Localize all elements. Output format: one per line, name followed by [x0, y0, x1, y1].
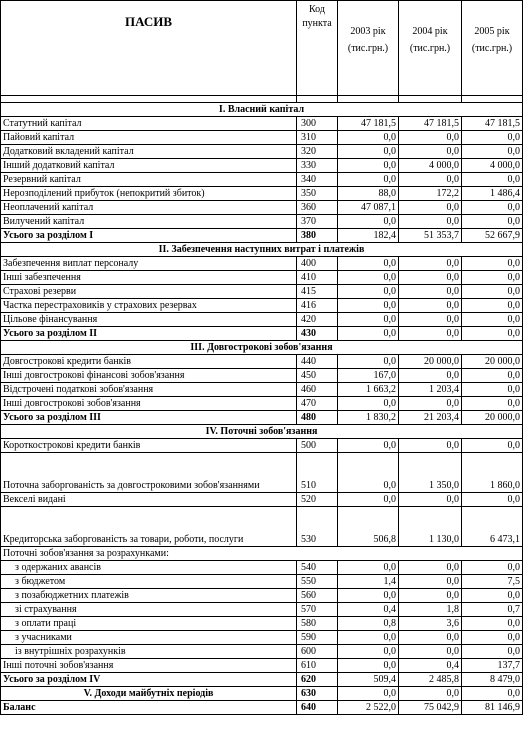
table-row	[1, 369, 523, 383]
value-2003: 0,0	[338, 659, 399, 673]
row-code: 590	[297, 631, 338, 645]
value-2005: 0,0	[462, 631, 523, 645]
value-2003: 0,0	[338, 439, 399, 453]
table-row	[1, 173, 523, 187]
value-2003: 0,0	[338, 173, 399, 187]
row-label: Резервний капітал	[1, 173, 297, 187]
row-label: Страхові резерви	[1, 285, 297, 299]
value-2003: 0,0	[338, 561, 399, 575]
code-header: Код пункта	[297, 1, 338, 96]
value-2005: 7,5	[462, 575, 523, 589]
row-code: 380	[297, 229, 338, 243]
row-label: Довгострокові кредити банків	[1, 355, 297, 369]
row-label: Інші довгострокові фінансові зобов'язання	[1, 369, 297, 383]
value-2003: 0,0	[338, 299, 399, 313]
row-code: 360	[297, 201, 338, 215]
row-label: Нерозподілений прибуток (непокритий збиток)	[1, 187, 297, 201]
value-2005: 0,7	[462, 603, 523, 617]
row-code: 330	[297, 159, 338, 173]
value-2005: 1 860,0	[462, 453, 523, 493]
row-code: 600	[297, 645, 338, 659]
value-2003: 0,0	[338, 397, 399, 411]
table-row	[1, 145, 523, 159]
total-row	[1, 229, 523, 243]
value-2003: 0,0	[338, 631, 399, 645]
row-code: 300	[297, 117, 338, 131]
value-2005: 0,0	[462, 285, 523, 299]
table-row	[1, 507, 523, 547]
row-label: Частка перестраховиків у страхових резервах	[1, 299, 297, 313]
subgroup-label-row	[1, 547, 523, 561]
table-title: ПАСИВ	[1, 1, 297, 96]
value-2005: 0,0	[462, 561, 523, 575]
row-label: Вилучений капітал	[1, 215, 297, 229]
row-code: 370	[297, 215, 338, 229]
value-2004: 0,0	[399, 131, 462, 145]
value-2004: 0,0	[399, 313, 462, 327]
table-row	[1, 187, 523, 201]
row-label: із внутрішніх розрахунків	[1, 645, 297, 659]
spacer-row	[1, 96, 523, 103]
value-2005: 8 479,0	[462, 673, 523, 687]
row-code: 470	[297, 397, 338, 411]
value-2004: 21 203,4	[399, 411, 462, 425]
header-row	[1, 1, 523, 96]
row-code: 640	[297, 701, 338, 715]
row-code: 410	[297, 271, 338, 285]
row-label: Поточні зобов'язання за розрахунками:	[1, 547, 523, 561]
value-2003: 0,0	[338, 285, 399, 299]
row-code: 420	[297, 313, 338, 327]
table-row	[1, 397, 523, 411]
value-2003: 0,4	[338, 603, 399, 617]
value-2005: 0,0	[462, 257, 523, 271]
year-header-2004: 2004 рік (тис.грн.)	[399, 1, 462, 96]
value-2003: 47 087,1	[338, 201, 399, 215]
value-2003: 506,8	[338, 507, 399, 547]
value-2004: 0,0	[399, 397, 462, 411]
table-row	[1, 687, 523, 701]
value-2004: 0,0	[399, 645, 462, 659]
value-2003: 0,0	[338, 453, 399, 493]
table-row	[1, 383, 523, 397]
row-code: 520	[297, 493, 338, 507]
row-label: Векселі видані	[1, 493, 297, 507]
section-title: ІІІ. Довгострокові зобов'язання	[1, 341, 523, 355]
row-code: 550	[297, 575, 338, 589]
section-title: IV. Поточні зобов'язання	[1, 425, 523, 439]
value-2005: 137,7	[462, 659, 523, 673]
value-2004: 0,0	[399, 369, 462, 383]
row-label: Кредиторська заборгованість за товари, роботи, послуги	[1, 507, 297, 547]
value-2004: 0,0	[399, 285, 462, 299]
row-label: Забезпечення виплат персоналу	[1, 257, 297, 271]
row-label: Усього за розділом І	[1, 229, 297, 243]
row-label: Поточна заборгованість за довгостроковими зобов'язаннями	[1, 453, 297, 493]
table-row	[1, 561, 523, 575]
value-2005: 0,0	[462, 589, 523, 603]
value-2004: 0,0	[399, 201, 462, 215]
value-2003: 0,8	[338, 617, 399, 631]
row-code: 350	[297, 187, 338, 201]
year-header-2005: 2005 рік (тис.грн.)	[462, 1, 523, 96]
table-row	[1, 645, 523, 659]
value-2003: 0,0	[338, 257, 399, 271]
row-label: Інші забезпечення	[1, 271, 297, 285]
value-2004: 0,0	[399, 173, 462, 187]
row-label: Короткострокові кредити банків	[1, 439, 297, 453]
row-code: 415	[297, 285, 338, 299]
table-row	[1, 355, 523, 369]
value-2004: 0,4	[399, 659, 462, 673]
value-2004: 0,0	[399, 215, 462, 229]
value-2004: 0,0	[399, 145, 462, 159]
row-label: Пайовий капітал	[1, 131, 297, 145]
table-row	[1, 631, 523, 645]
table-row	[1, 313, 523, 327]
value-2005: 0,0	[462, 173, 523, 187]
value-2005: 47 181,5	[462, 117, 523, 131]
value-2004: 1 130,0	[399, 507, 462, 547]
table-row	[1, 439, 523, 453]
value-2003: 182,4	[338, 229, 399, 243]
value-2005: 1 486,4	[462, 187, 523, 201]
value-2003: 0,0	[338, 493, 399, 507]
value-2005: 20 000,0	[462, 355, 523, 369]
row-code: 310	[297, 131, 338, 145]
total-row	[1, 673, 523, 687]
row-code: 460	[297, 383, 338, 397]
row-label: з бюджетом	[1, 575, 297, 589]
value-2005: 0,0	[462, 617, 523, 631]
value-2004: 0,0	[399, 439, 462, 453]
value-2005: 81 146,9	[462, 701, 523, 715]
row-label: Інший додатковий капітал	[1, 159, 297, 173]
value-2003: 0,0	[338, 313, 399, 327]
value-2005: 0,0	[462, 397, 523, 411]
value-2005: 52 667,9	[462, 229, 523, 243]
table-row	[1, 453, 523, 493]
row-label: Усього за розділом ІІІ	[1, 411, 297, 425]
value-2004: 51 353,7	[399, 229, 462, 243]
value-2004: 172,2	[399, 187, 462, 201]
value-2003: 1 663,2	[338, 383, 399, 397]
row-label: Усього за розділом IV	[1, 673, 297, 687]
value-2003: 88,0	[338, 187, 399, 201]
row-code: 500	[297, 439, 338, 453]
value-2003: 1 830,2	[338, 411, 399, 425]
value-2003: 509,4	[338, 673, 399, 687]
value-2003: 47 181,5	[338, 117, 399, 131]
row-code: 630	[297, 687, 338, 701]
value-2005: 0,0	[462, 645, 523, 659]
value-2005: 0,0	[462, 299, 523, 313]
table-row	[1, 215, 523, 229]
row-code: 530	[297, 507, 338, 547]
row-code: 430	[297, 327, 338, 341]
table-row	[1, 131, 523, 145]
table-row	[1, 299, 523, 313]
value-2004: 0,0	[399, 271, 462, 285]
value-2005: 4 000,0	[462, 159, 523, 173]
table-row	[1, 659, 523, 673]
table-row	[1, 575, 523, 589]
value-2003: 0,0	[338, 271, 399, 285]
value-2004: 75 042,9	[399, 701, 462, 715]
section-header	[1, 243, 523, 257]
value-2004: 1 350,0	[399, 453, 462, 493]
row-code: 580	[297, 617, 338, 631]
row-label: з позабюджетних платежів	[1, 589, 297, 603]
value-2004: 1 203,4	[399, 383, 462, 397]
value-2005: 0,0	[462, 201, 523, 215]
row-label: з одержаних авансів	[1, 561, 297, 575]
row-label: Статутний капітал	[1, 117, 297, 131]
row-label: з оплати праці	[1, 617, 297, 631]
row-code: 320	[297, 145, 338, 159]
row-code: 400	[297, 257, 338, 271]
table-row	[1, 117, 523, 131]
value-2005: 0,0	[462, 493, 523, 507]
row-code: 560	[297, 589, 338, 603]
value-2004: 3,6	[399, 617, 462, 631]
section-header	[1, 103, 523, 117]
section-header	[1, 341, 523, 355]
total-row	[1, 327, 523, 341]
table-row	[1, 589, 523, 603]
value-2004: 0,0	[399, 493, 462, 507]
value-2005: 0,0	[462, 271, 523, 285]
value-2003: 0,0	[338, 687, 399, 701]
value-2005: 0,0	[462, 131, 523, 145]
total-row	[1, 701, 523, 715]
value-2005: 0,0	[462, 369, 523, 383]
value-2005: 0,0	[462, 383, 523, 397]
row-label: Неоплачений капітал	[1, 201, 297, 215]
row-label: Баланс	[1, 701, 297, 715]
value-2004: 0,0	[399, 589, 462, 603]
table-row	[1, 493, 523, 507]
value-2004: 0,0	[399, 575, 462, 589]
table-row	[1, 271, 523, 285]
row-label: Інші довгострокові зобов'язання	[1, 397, 297, 411]
value-2005: 0,0	[462, 145, 523, 159]
value-2003: 2 522,0	[338, 701, 399, 715]
row-label: Цільове фінансування	[1, 313, 297, 327]
row-code: 416	[297, 299, 338, 313]
section-header	[1, 425, 523, 439]
table-row	[1, 201, 523, 215]
value-2003: 167,0	[338, 369, 399, 383]
row-code: 610	[297, 659, 338, 673]
year-header-2003: 2003 рік (тис.грн.)	[338, 1, 399, 96]
value-2005: 0,0	[462, 687, 523, 701]
row-label: Відстрочені податкові зобов'язання	[1, 383, 297, 397]
row-code: 540	[297, 561, 338, 575]
row-code: 340	[297, 173, 338, 187]
total-row	[1, 411, 523, 425]
row-code: 450	[297, 369, 338, 383]
value-2004: 2 485,8	[399, 673, 462, 687]
row-label: Усього за розділом ІІ	[1, 327, 297, 341]
table-row	[1, 257, 523, 271]
value-2005: 0,0	[462, 215, 523, 229]
row-label: Додатковий вкладений капітал	[1, 145, 297, 159]
table-row	[1, 285, 523, 299]
table-row	[1, 603, 523, 617]
row-label: зі страхування	[1, 603, 297, 617]
value-2004: 0,0	[399, 561, 462, 575]
section-title: ІІ. Забезпечення наступних витрат і платежів	[1, 243, 523, 257]
value-2004: 0,0	[399, 299, 462, 313]
row-code: 510	[297, 453, 338, 493]
value-2005: 6 473,1	[462, 507, 523, 547]
value-2005: 0,0	[462, 327, 523, 341]
value-2004: 1,8	[399, 603, 462, 617]
row-code: 440	[297, 355, 338, 369]
value-2003: 1,4	[338, 575, 399, 589]
row-label: Інші поточні зобов'язання	[1, 659, 297, 673]
value-2004: 0,0	[399, 327, 462, 341]
value-2004: 4 000,0	[399, 159, 462, 173]
value-2003: 0,0	[338, 589, 399, 603]
value-2004: 0,0	[399, 257, 462, 271]
row-label: V. Доходи майбутніх періодів	[1, 687, 297, 701]
value-2005: 20 000,0	[462, 411, 523, 425]
value-2004: 20 000,0	[399, 355, 462, 369]
table-row	[1, 159, 523, 173]
row-code: 570	[297, 603, 338, 617]
value-2004: 0,0	[399, 687, 462, 701]
row-code: 620	[297, 673, 338, 687]
row-label: з учасниками	[1, 631, 297, 645]
value-2003: 0,0	[338, 355, 399, 369]
value-2003: 0,0	[338, 131, 399, 145]
value-2005: 0,0	[462, 313, 523, 327]
value-2003: 0,0	[338, 327, 399, 341]
value-2003: 0,0	[338, 215, 399, 229]
value-2003: 0,0	[338, 159, 399, 173]
section-title: І. Власний капітал	[1, 103, 523, 117]
value-2004: 0,0	[399, 631, 462, 645]
value-2005: 0,0	[462, 439, 523, 453]
table-row	[1, 617, 523, 631]
row-code: 480	[297, 411, 338, 425]
value-2003: 0,0	[338, 645, 399, 659]
value-2004: 47 181,5	[399, 117, 462, 131]
value-2003: 0,0	[338, 145, 399, 159]
